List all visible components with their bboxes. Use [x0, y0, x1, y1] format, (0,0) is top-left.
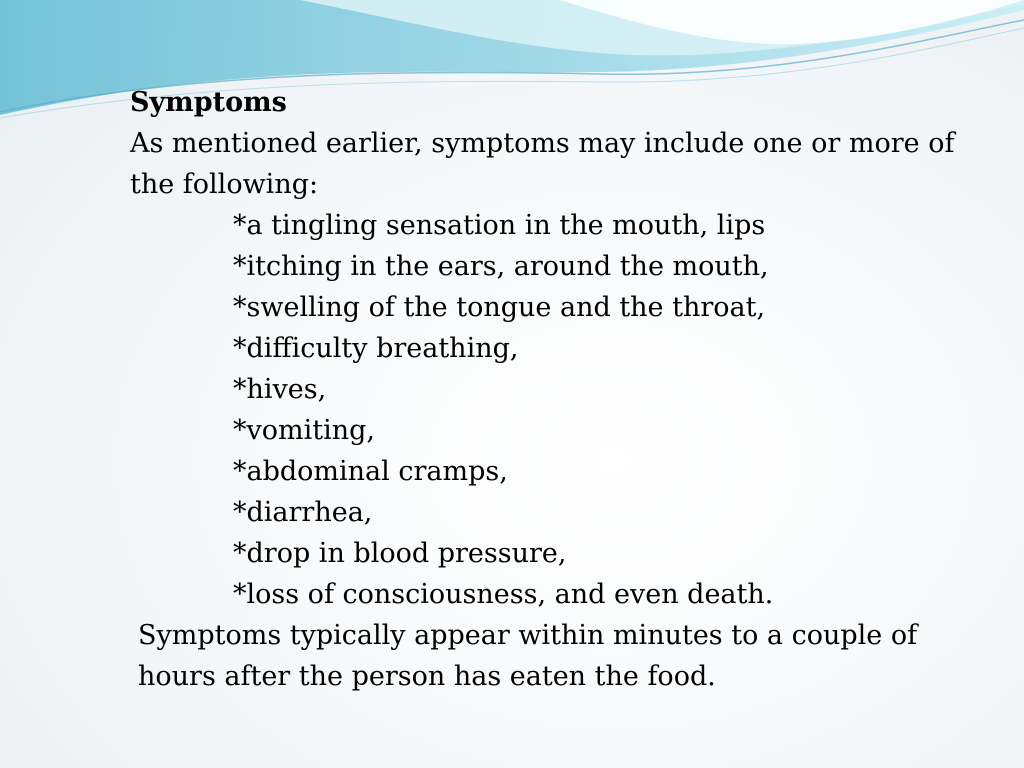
list-item: *diarrhea,	[233, 497, 373, 528]
list-item: *hives,	[233, 374, 327, 405]
list-item: *a tingling sensation in the mouth, lips	[233, 210, 766, 241]
closing-text: Symptoms typically appear within minutes to a couple of hours after the person has eaten the food.	[138, 620, 918, 692]
symptom-list	[130, 205, 960, 615]
list-item: *itching in the ears, around the mouth,	[233, 251, 769, 282]
list-item: *swelling of the tongue and the throat,	[233, 292, 766, 323]
list-item: *abdominal cramps,	[233, 456, 508, 487]
list-item: *loss of consciousness, and even death.	[233, 579, 774, 610]
list-item: *drop in blood pressure,	[233, 538, 567, 569]
list-item: *vomiting,	[233, 415, 375, 446]
slide-heading: Symptoms	[130, 87, 287, 118]
list-item: *difficulty breathing,	[233, 333, 519, 364]
slide-body	[130, 82, 960, 697]
intro-text: As mentioned earlier, symptoms may include one or more of the following:	[130, 128, 955, 200]
